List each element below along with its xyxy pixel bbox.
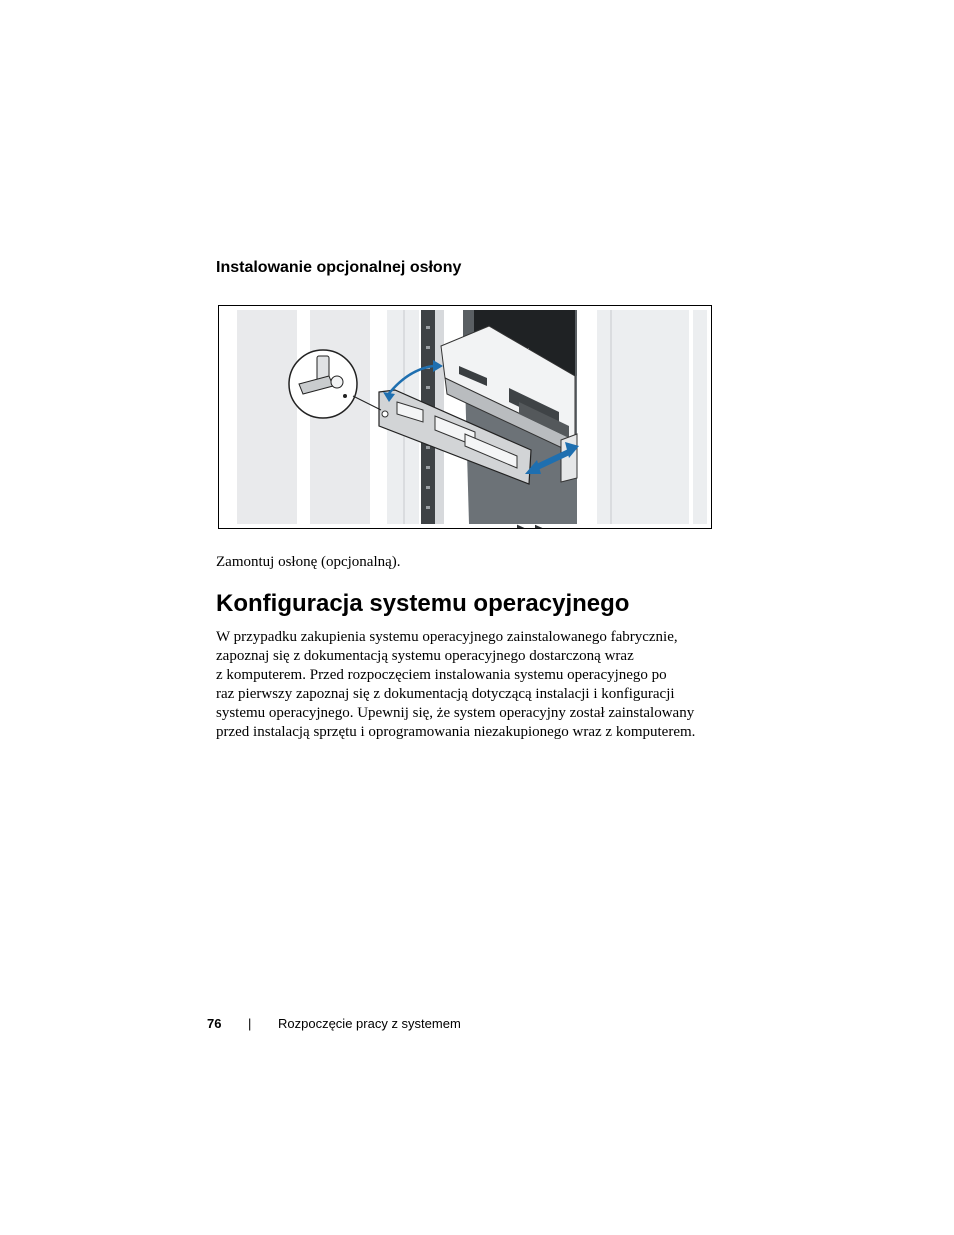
footer-chapter-title: Rozpoczęcie pracy z systemem bbox=[278, 1016, 461, 1031]
paragraph-line: zapoznaj się z dokumentacją systemu operacyjnego dostarczoną wraz bbox=[216, 648, 634, 664]
section-subheading: Instalowanie opcjonalnej osłony bbox=[216, 259, 462, 276]
paragraph-line: W przypadku zakupienia systemu operacyjnego zainstalowanego fabrycznie, bbox=[216, 629, 678, 645]
paragraph-line: systemu operacyjnego. Upewnij się, że system operacyjny został zainstalowany bbox=[216, 705, 695, 721]
page-number: 76 bbox=[207, 1016, 222, 1031]
paragraph-line: z komputerem. Przed rozpoczęciem instalowania systemu operacyjnego po bbox=[216, 667, 667, 683]
bezel-illustration-icon bbox=[219, 306, 711, 528]
footer-separator: | bbox=[248, 1016, 252, 1031]
paragraph-line: przed instalacją sprzętu i oprogramowania niezakupionego wraz z komputerem. bbox=[216, 724, 696, 740]
figure-caption: Zamontuj osłonę (opcjonalną). bbox=[216, 554, 401, 570]
page-heading: Konfiguracja systemu operacyjnego bbox=[216, 590, 630, 617]
body-paragraph bbox=[216, 628, 716, 742]
paragraph-line: raz pierwszy zapoznaj się z dokumentacją dotyczącą instalacji i konfiguracji bbox=[216, 686, 675, 702]
bezel-installation-figure bbox=[218, 305, 712, 529]
